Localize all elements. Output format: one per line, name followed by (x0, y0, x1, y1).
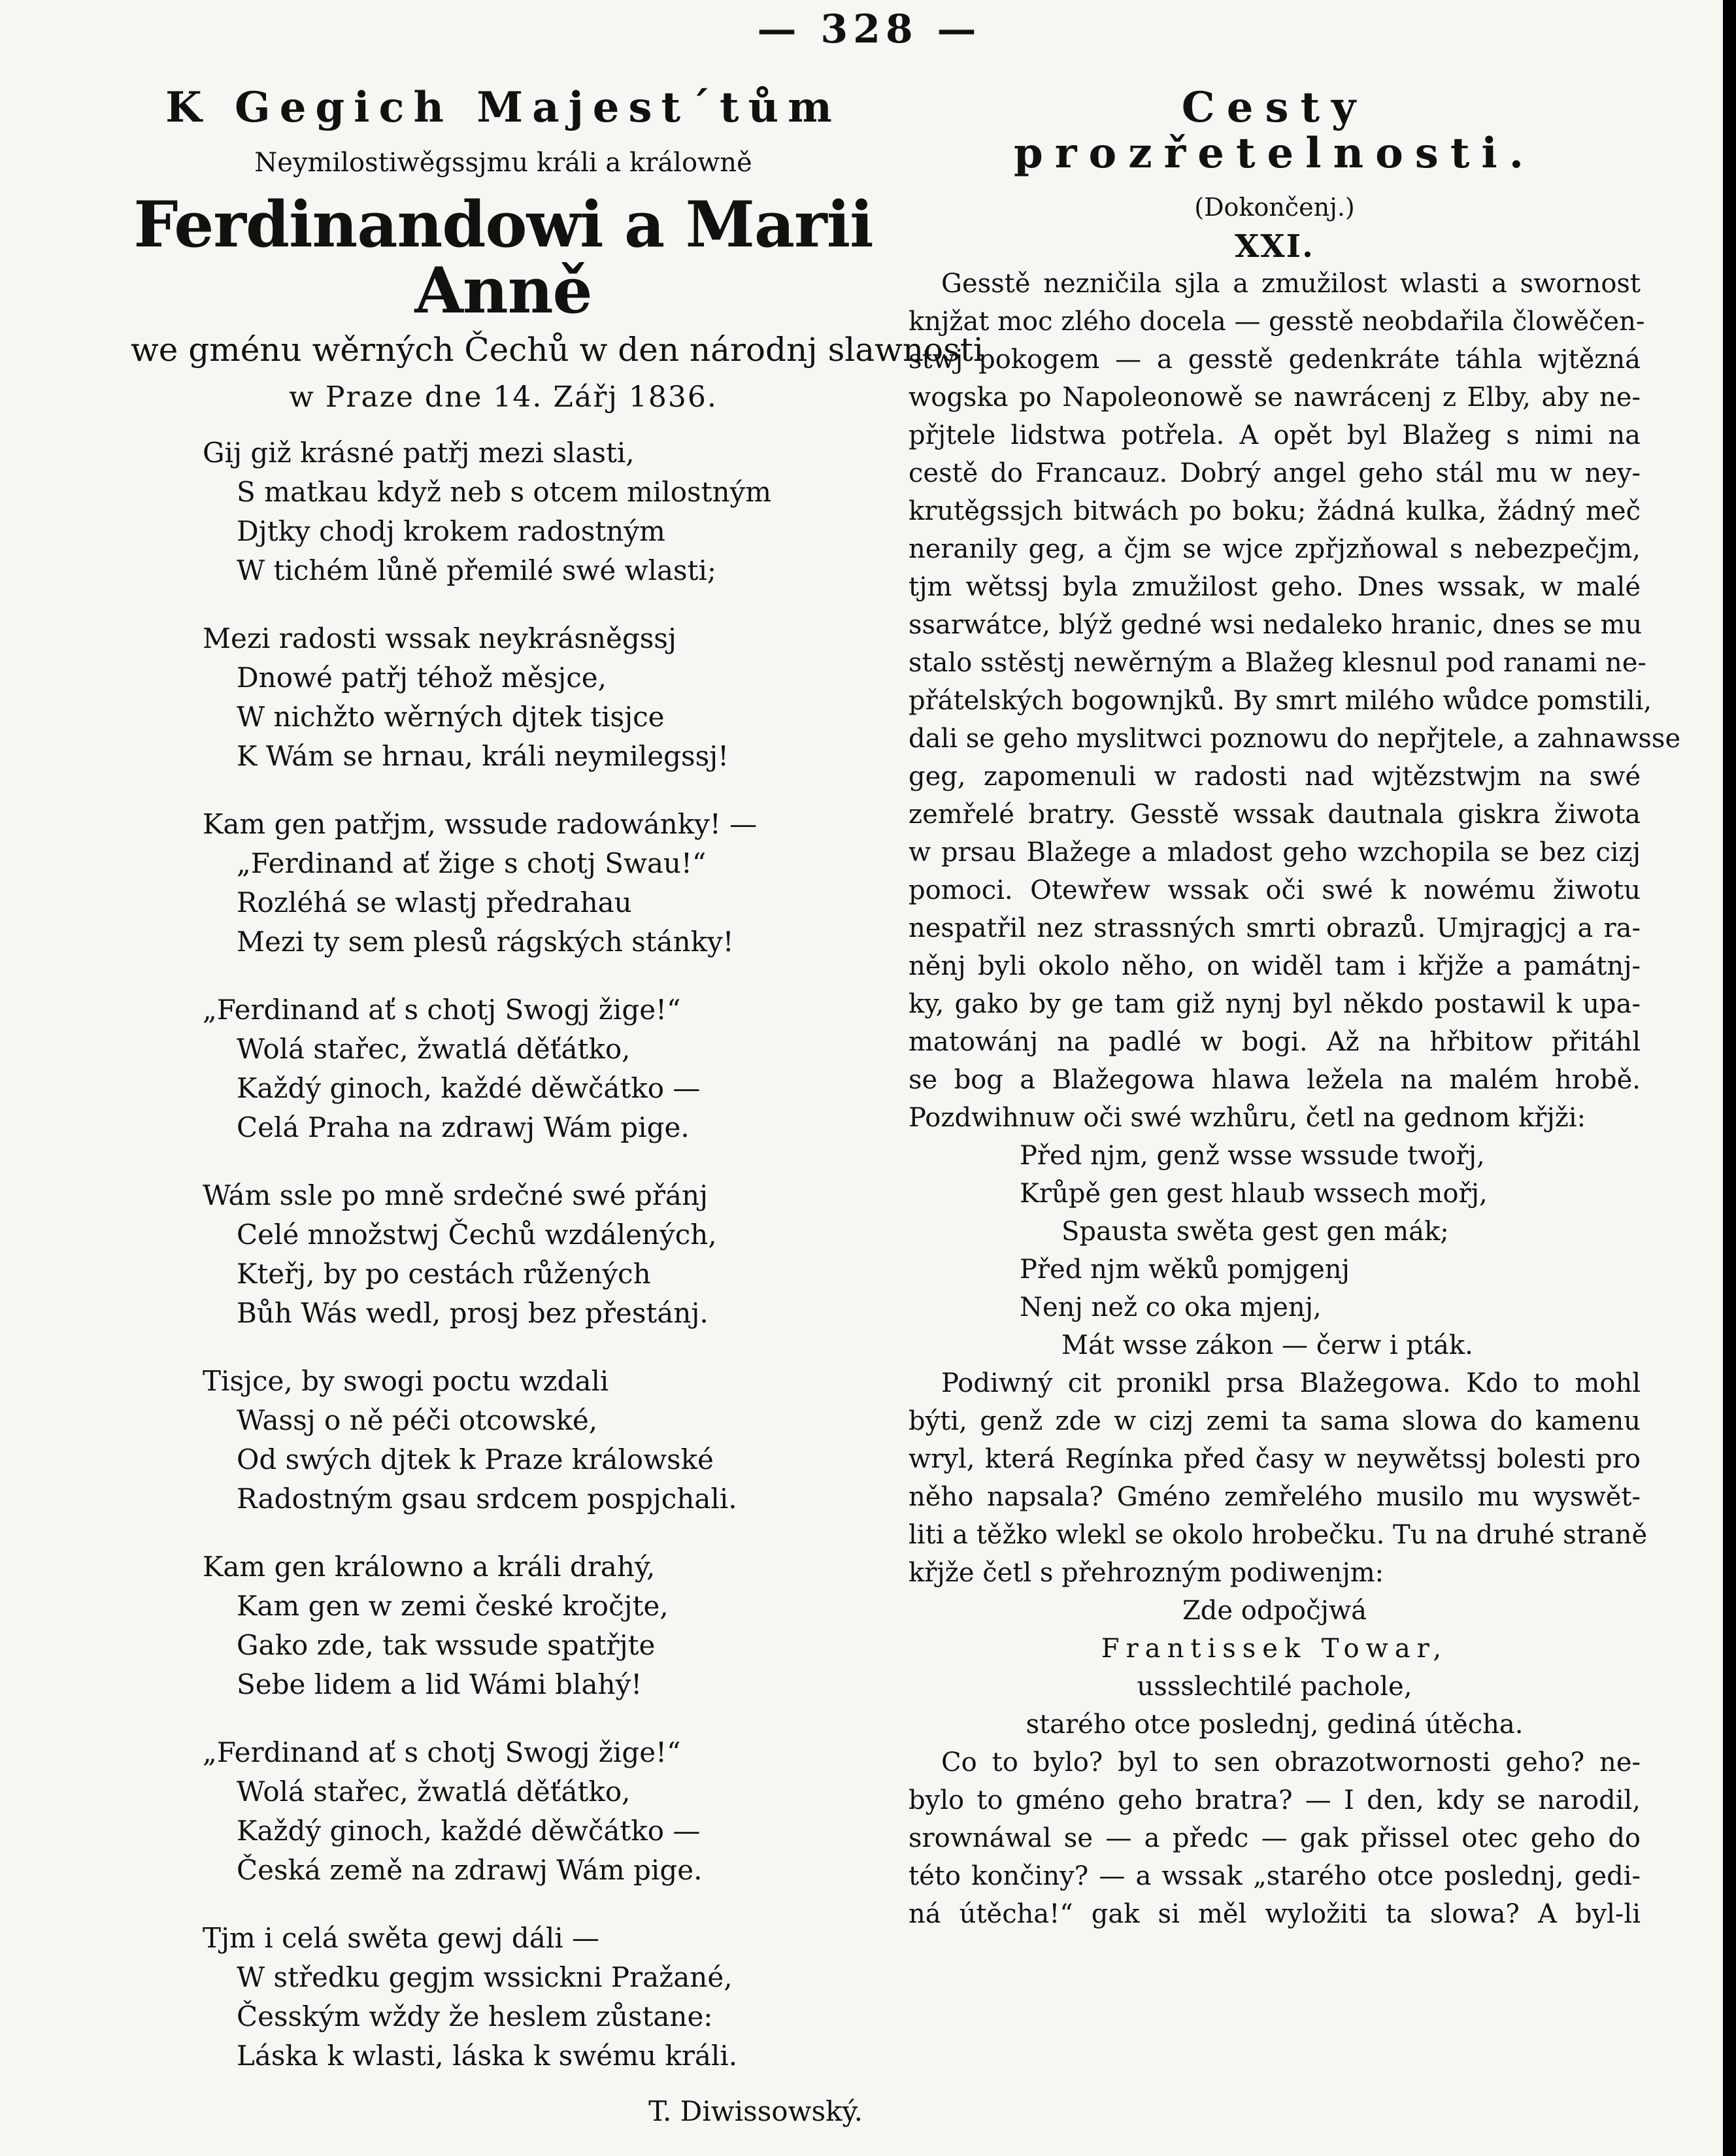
paragraph (909, 1364, 1648, 1592)
poem-line: W tichém lůně přemilé swé wlasti; (237, 554, 717, 586)
epitaph-name: Frantissek Towar, (1101, 1633, 1448, 1664)
inscription-line: Spausta swěta gest gen mák; (1061, 1216, 1449, 1247)
poem-stanzas (131, 433, 876, 2076)
text-line: Gesstě nezničila sjla a zmužilost wlasti a swornost (941, 268, 1641, 299)
story-continued-note: (Dokončenj.) (1194, 192, 1355, 222)
poem-line: Tjm i celá swěta gewj dáli — (203, 1921, 600, 1954)
poem-line: Bůh Wás wedl, prosj bez přestánj. (237, 1296, 709, 1329)
poem-line: Kteřj, by po cestách růžených (237, 1257, 651, 1290)
poem-line: Gij giž krásné patřj mezi slasti, (203, 436, 635, 469)
poem-line: W nichžto wěrných djtek tisjce (237, 700, 665, 733)
text-line: přjtele lidstwa potřela. A opět byl Blažeg s nimi na (909, 420, 1641, 450)
poem-line: Česským wždy že heslem zůstane: (237, 2000, 713, 2032)
text-line: krutěgssjch bitwách po boku; žádná kulka, žádný meč (909, 496, 1641, 526)
inscription-line: Před njm, genž wsse wssude twořj, (1020, 1140, 1485, 1171)
text-line: liti a těžko wlekl se okolo hrobečku. Tu na druhé straně (909, 1519, 1648, 1550)
poem-heading: K Gegich Majest´tům (165, 83, 841, 132)
text-line: knjžat moc zlého docela — gesstě neobdařila člowěčen- (909, 306, 1645, 337)
poem-line: Tisjce, by swogi poctu wzdali (203, 1364, 609, 1397)
text-line: dali se geho myslitwci poznowu do nepřjtele, a zahnawsse (909, 723, 1681, 754)
text-line: něho napsala? Gméno zemřelého musilo mu wyswět- (909, 1481, 1641, 1512)
poem-line: Dnowé patřj téhož měsjce, (237, 661, 607, 694)
poem-line: Sebe lidem a lid Wámi blahý! (237, 1668, 643, 1700)
epitaph-line: ussslechtilé pachole, (1137, 1671, 1412, 1702)
stanza (203, 1919, 876, 2076)
inscription-line: Mát wsse zákon — čerw i pták. (1061, 1330, 1473, 1360)
paragraph (909, 1743, 1641, 1933)
text-line: ssarwátce, blýž gedné wsi nedaleko hranic, dnes se mu (909, 609, 1643, 640)
text-line: wogska po Napoleonowě se nawrácenj z Elby, aby ne- (909, 382, 1641, 413)
text-line: pomoci. Otewřew wssak oči swé k nowému žiwotu (909, 875, 1641, 905)
poem-line: Kam gen patřjm, wssude radowánky! — (203, 807, 758, 840)
poem-signature: T. Diwissowský. (648, 2095, 863, 2127)
poem-line: Celé množstwj Čechů wzdálených, (237, 1218, 717, 1251)
text-line: w prsau Blažege a mladost geho wzchopila se bez cizj (909, 837, 1641, 867)
stanza (203, 1547, 876, 1704)
stanza (203, 1733, 876, 1890)
stanza (203, 1362, 876, 1519)
poem-column (131, 83, 984, 2127)
text-line: zemřelé bratry. Gesstě wssak dautnala giskra žiwota (909, 799, 1641, 830)
text-line: Co to bylo? byl to sen obrazotwornosti geho? ne- (941, 1747, 1641, 1777)
cross-inscription (1020, 1137, 1641, 1364)
poem-names: Ferdinandowi a Marii Anně (133, 188, 873, 328)
poem-line: Každý ginoch, každé děwčátko — (237, 1071, 701, 1104)
text-line: býti, genž zde w cizj zemi ta sama slowa do kamenu (909, 1406, 1641, 1436)
text-line: stwj pokogem — a gesstě gedenkráte táhla wjtězná (909, 344, 1641, 375)
story-title: Cesty prozřetelnosti. (1014, 83, 1535, 178)
poem-line: Od swých djtek k Praze králowské (237, 1443, 714, 1475)
poem-line: W středku gegjm wssickni Pražané, (237, 1961, 733, 1993)
text-line: něnj byli okolo něho, on widěl tam i křjže a památnj- (909, 951, 1641, 981)
stanza (203, 619, 876, 776)
text-line: wryl, která Regínka před časy w neywětssj bolesti pro (909, 1443, 1641, 1474)
text-line: se bog a Blažegowa hlawa ležela na malém hrobě. (909, 1064, 1641, 1095)
epitaph-line: Zde odpočjwá (1182, 1595, 1367, 1626)
text-line: křjže četl s přehrozným podiwenjm: (909, 1557, 1384, 1588)
text-line: přátelských bogownjků. By smrt milého wůdce pomstili, (909, 685, 1652, 716)
poem-line: „Ferdinand ať s chotj Swogj žige!“ (203, 1736, 681, 1768)
story-column (909, 83, 1681, 1933)
text-line: Pozdwihnuw oči swé wzhůru, četl na gednom křjži: (909, 1102, 1586, 1133)
poem-line: Mezi ty sem plesů rágských stánky! (237, 925, 734, 958)
inscription-line: Krůpě gen gest hlaub wssech mořj, (1020, 1178, 1488, 1209)
text-line: stalo sstěstj newěrným a Blažeg klesnul pod ranami ne- (909, 647, 1646, 678)
paragraph (909, 265, 1681, 1137)
poem-line: Wolá stařec, žwatlá děťátko, (237, 1032, 631, 1065)
poem-line: Mezi radosti wssak neykrásněgssj (203, 622, 676, 654)
poem-line: K Wám se hrnau, králi neymilegssj! (237, 739, 729, 772)
epitaph (909, 1592, 1641, 1743)
poem-line: Wám ssle po mně srdečné swé přánj (203, 1179, 709, 1211)
inscription-line: Nenj než co oka mjenj, (1020, 1292, 1322, 1322)
poem-line: „Ferdinand ať žige s chotj Swau!“ (237, 847, 707, 879)
poem-line: Česká země na zdrawj Wám pige. (237, 1853, 703, 1886)
text-line: nespatřil nez strassných smrti obrazů. Umjragjcj a ra- (909, 913, 1641, 943)
epitaph-line: starého otce poslednj, gediná útěcha. (1026, 1709, 1524, 1740)
poem-dedication: Neymilostiwěgssjmu králi a králowně (254, 148, 752, 178)
text-line: neranily geg, a čjm se wjce zpřjzňowal s nebezpečjm, (909, 533, 1641, 564)
stanza (203, 990, 876, 1147)
poem-line: Rozléhá se wlastj předrahau (237, 886, 632, 918)
poem-line: Každý ginoch, každé děwčátko — (237, 1814, 701, 1847)
stanza (203, 1176, 876, 1333)
text-line: ná útěcha!“ gak si měl wyložiti ta slowa? A byl-li (909, 1898, 1641, 1929)
poem-line: Djtky chodj krokem radostným (237, 514, 665, 547)
poem-place-date: w Praze dne 14. Zářj 1836. (289, 380, 718, 414)
poem-line: Wassj o ně péči otcowské, (237, 1404, 598, 1436)
poem-line: Kam gen králowno a králi drahý, (203, 1550, 656, 1583)
stanza (203, 805, 876, 962)
inscription-line: Před njm wěků pomjgenj (1020, 1254, 1350, 1285)
text-line: bylo to gméno geho bratra? — I den, kdy se narodil, (909, 1785, 1641, 1815)
text-line: této končiny? — a wssak „starého otce poslednj, gedi- (909, 1861, 1641, 1891)
text-line: cestě do Francauz. Dobrý angel geho stál mu w ney- (909, 458, 1641, 488)
chapter-number: XXI. (1235, 227, 1314, 265)
poem-line: Celá Praha na zdrawj Wám pige. (237, 1111, 690, 1143)
poem-line: Láska k wlasti, láska k swému králi. (237, 2039, 738, 2072)
text-line: geg, zapomenuli w radosti nad wjtězstwjm na swé (909, 761, 1641, 792)
poem-line: Gako zde, tak wssude spatřjte (237, 1628, 656, 1661)
text-line: ky, gako by ge tam giž nynj byl někdo postawil k upa- (909, 988, 1641, 1019)
text-line: matowánj na padlé w bogi. Až na hřbitow přitáhl (909, 1026, 1641, 1057)
stanza (203, 433, 876, 590)
poem-line: Wolá stařec, žwatlá děťátko, (237, 1775, 631, 1808)
poem-line: Kam gen w zemi české kročjte, (237, 1589, 669, 1622)
text-line: srownáwal se — a předc — gak přissel otec geho do (909, 1823, 1641, 1853)
page-number: — 328 — (757, 7, 982, 52)
poem-behalf: we gménu wěrných Čechů w den národnj slawnosti (131, 330, 984, 369)
text-line: Podiwný cit pronikl prsa Blažegowa. Kdo to mohl (941, 1368, 1641, 1398)
text-line: tjm wětssj byla zmužilost geho. Dnes wssak, w malé (909, 571, 1641, 602)
poem-line: „Ferdinand ať s chotj Swogj žige!“ (203, 993, 681, 1026)
poem-line: Radostným gsau srdcem pospjchali. (237, 1482, 737, 1515)
poem-line: S matkau když neb s otcem milostným (237, 475, 772, 508)
